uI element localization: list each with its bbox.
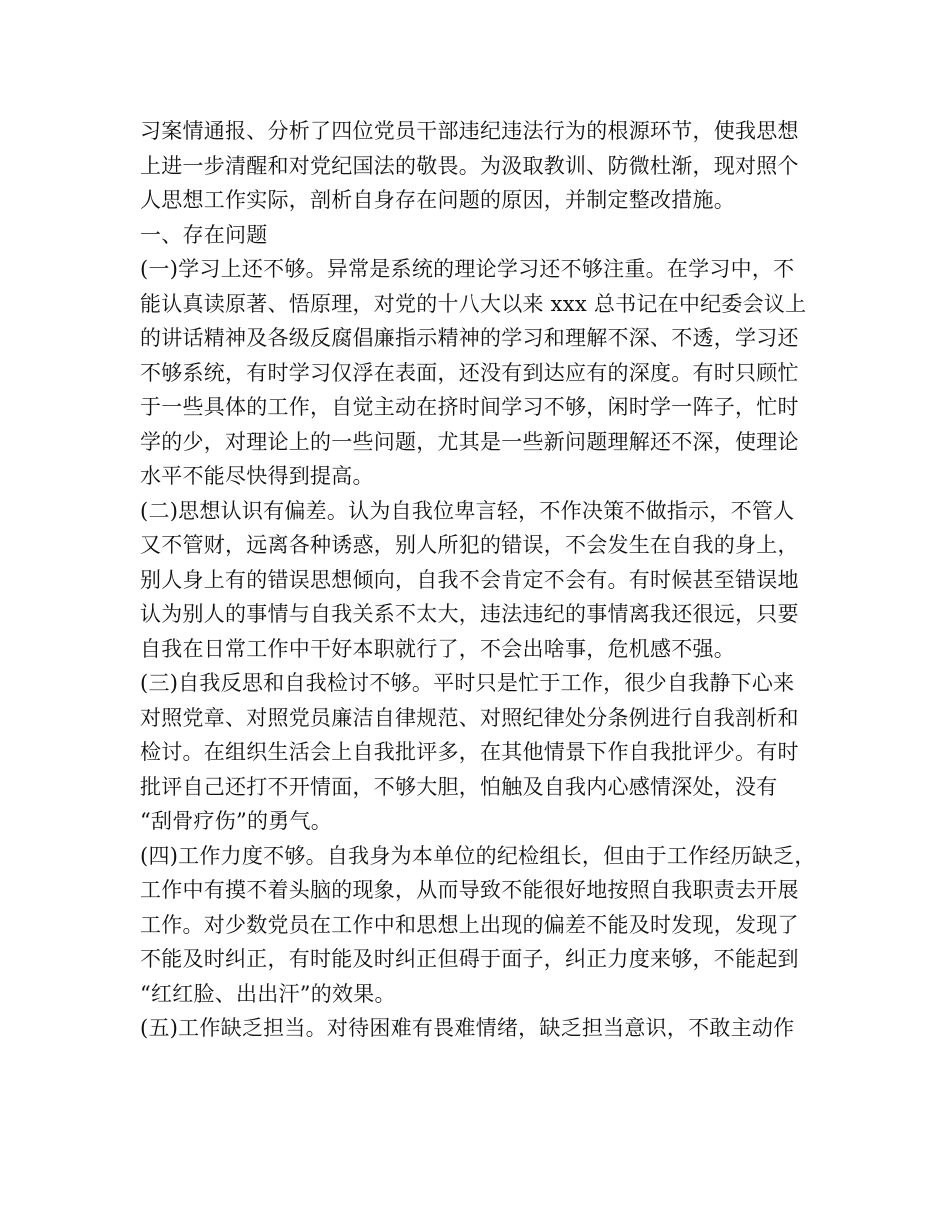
text-line: 对照党章、对照党员廉洁自律规范、对照纪律处分条例进行自我剖析和 [140, 705, 799, 730]
text-line: 认为别人的事情与自我关系不太大，违法违纪的事情离我还很远，只要 [140, 602, 799, 626]
text-line: 工作。对少数党员在工作中和思想上出现的偏差不能及时发现，发现了 [140, 912, 799, 937]
text-line: 工作中有摸不着头脑的现象，从而导致不能很好地按照自我职责去开展 [140, 878, 799, 902]
text-line: 的讲话精神及各级反腐倡廉指示精神的学习和理解不深、不透，学习还 [140, 326, 799, 350]
text-line: 人思想工作实际，剖析自身存在问题的原因，并制定整改措施。 [140, 188, 735, 212]
text-line: 不够系统，有时学习仅浮在表面，还没有到达应有的深度。有时只顾忙 [140, 360, 799, 385]
text-line: 批评自己还打不开情面，不够大胆，怕触及自我内心感情深处，没有 [140, 774, 778, 799]
text-line: 自我在日常工作中干好本职就行了，不会出啥事，危机感不强。 [140, 636, 735, 661]
text-line: 习案情通报、分析了四位党员干部违纪违法行为的根源环节，使我思想 [140, 119, 799, 143]
section-heading: 一、存在问题 [140, 222, 268, 247]
text-line: 又不管财，远离各种诱惑，别人所犯的错误，不会发生在自我的身上， [140, 533, 799, 557]
text-line: (四)工作力度不够。自我身为本单位的纪检组长，但由于工作经历缺乏， [140, 843, 816, 868]
text-line: 不能及时纠正，有时能及时纠正但碍于面子，纠正力度来够，不能起到 [140, 947, 799, 971]
text-line: 检讨。在组织生活会上自我批评多，在其他情景下作自我批评少。有时 [140, 740, 799, 764]
document-body [140, 114, 830, 1046]
text-line: 上进一步清醒和对党纪国法的敬畏。为汲取教训、防微杜渐，现对照个 [140, 153, 799, 178]
text-line: 于一些具体的工作，自觉主动在挤时间学习不够，闲时学一阵子，忙时 [140, 395, 799, 419]
text-line: 能认真读原著、悟原理，对党的十八大以来 xxx 总书记在中纪委会议上 [140, 291, 807, 316]
text-line: (一)学习上还不够。异常是系统的理论学习还不够注重。在学习中，不 [140, 257, 795, 281]
text-line: (二)思想认识有偏差。认为自我位卑言轻，不作决策不做指示，不管人 [140, 498, 795, 523]
text-line: “刮骨疗伤”的勇气。 [140, 809, 332, 833]
text-line: (五)工作缺乏担当。对待困难有畏难情绪，缺乏担当意识，不敢主动作 [140, 1016, 795, 1040]
text-line: 水平不能尽快得到提高。 [140, 464, 374, 488]
text-line: “红红脸、出出汗”的效果。 [140, 981, 396, 1006]
text-line: 别人身上有的错误思想倾向，自我不会肯定不会有。有时候甚至错误地 [140, 567, 799, 592]
text-line: 学的少，对理论上的一些问题，尤其是一些新问题理解还不深，使理论 [140, 429, 799, 454]
text-line: (三)自我反思和自我检讨不够。平时只是忙于工作，很少自我静下心来 [140, 671, 795, 695]
